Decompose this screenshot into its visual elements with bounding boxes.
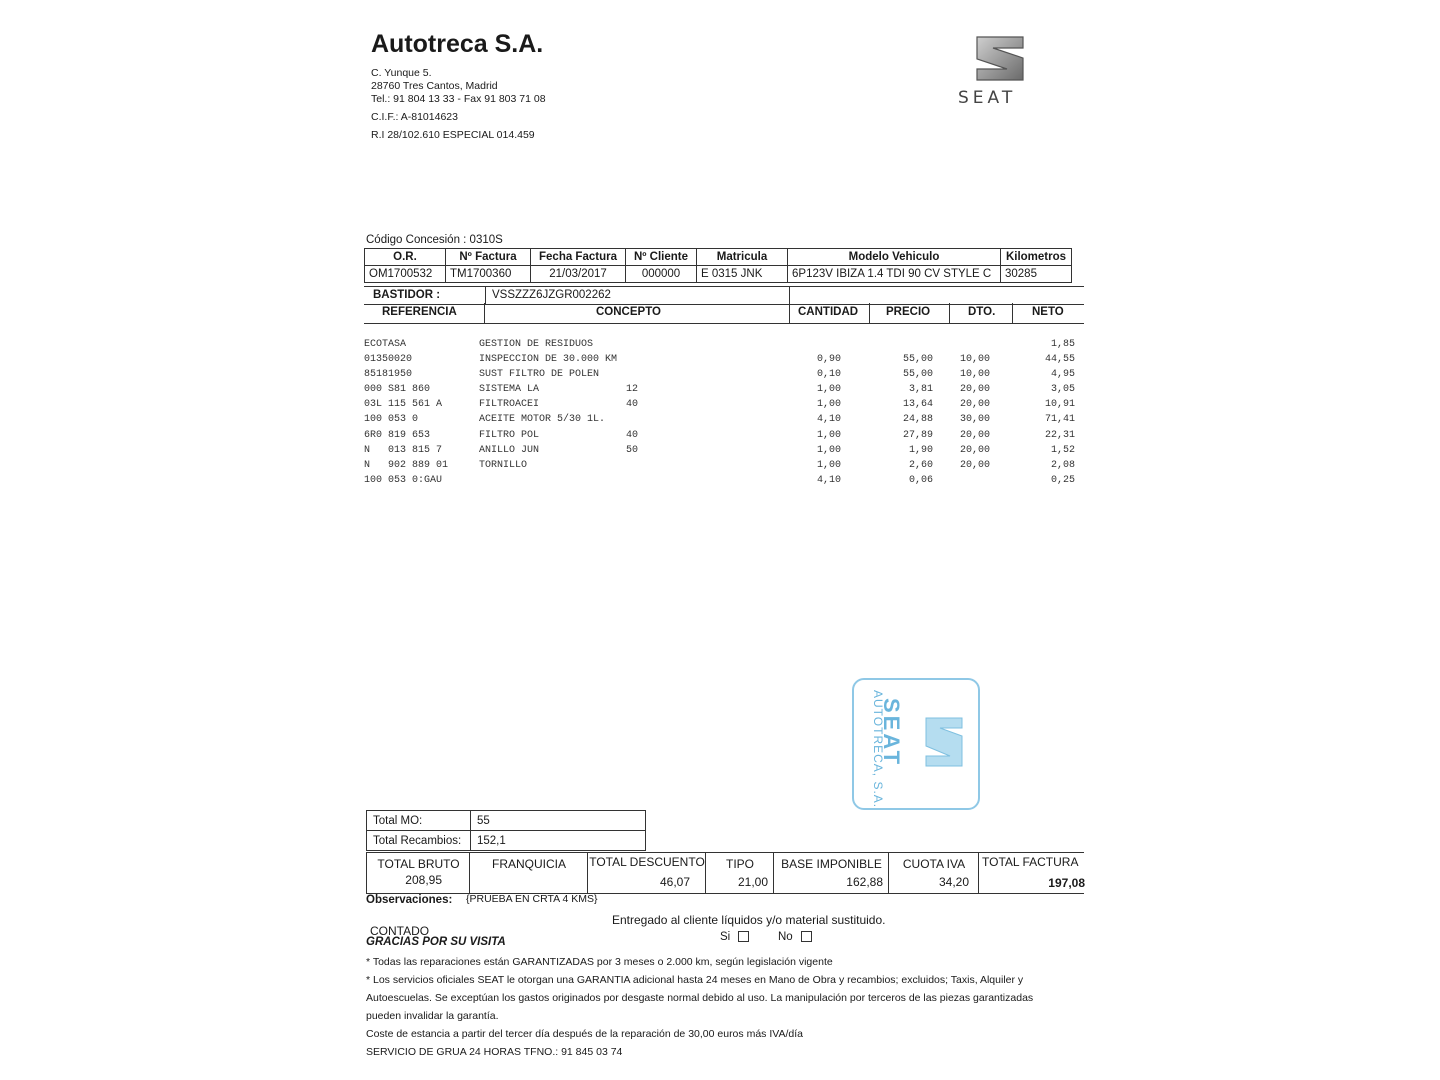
line-concepto: INSPECCION DE 30.000 KM — [479, 354, 618, 366]
line-ref: 000 S81 860 — [364, 384, 431, 396]
col-referencia: REFERENCIA — [382, 306, 457, 318]
header-label-cliente: Nº Cliente — [626, 249, 697, 266]
line-dto: 10,00 — [959, 354, 990, 366]
summary-tipo-value: 21,00 — [737, 875, 768, 889]
line-concepto: SUST FILTRO DE POLEN — [479, 369, 600, 381]
line-precio: 1,90 — [908, 444, 933, 456]
stamp-brand: SEAT — [879, 698, 904, 768]
footer-note-garantia-adicional: * Los servicios oficiales SEAT le otorgan una GARANTIA adicional hasta 24 meses en Mano de Obra y recambios; excluidos; Taxis, Alquiler y Autoescuelas. Se exceptúan los gastos originados por desgaste normal debido al uso. La manipulación por terceros de las piezas garantizadas pueden invalidar la garantía. — [366, 974, 1034, 1022]
summary-factura-value: 197,08 — [1048, 876, 1085, 890]
header-label-fecha: Fecha Factura — [531, 249, 626, 266]
total-recambios-row — [367, 831, 646, 851]
line-neto: 10,91 — [1044, 399, 1075, 411]
line-neto: 3,05 — [1050, 384, 1075, 396]
seat-logo-text: SEAT — [958, 88, 1017, 108]
line-item-row — [364, 460, 1084, 475]
header-value-kilometros: 30285 — [1001, 266, 1072, 283]
line-cantidad: 0,10 — [816, 369, 841, 381]
line-dto: 20,00 — [959, 384, 990, 396]
total-mo-value: 55 — [471, 811, 646, 831]
line-cantidad: 1,00 — [816, 444, 841, 456]
summary-factura — [978, 853, 1085, 893]
line-item-row — [364, 399, 1084, 414]
company-phone: Tel.: 91 804 13 33 - Fax 91 803 71 08 — [371, 93, 546, 105]
summary-base-value: 162,88 — [846, 875, 883, 889]
line-item-row — [364, 354, 1084, 369]
header-value-matricula: E 0315 JNK — [697, 266, 788, 283]
stamp-text: AUTOTRECA, S.A. — [871, 690, 885, 809]
line-concepto: SISTEMA LA — [479, 384, 540, 396]
line-dto: 20,00 — [959, 444, 990, 456]
header-value-modelo: 6P123V IBIZA 1.4 TDI 90 CV STYLE C — [788, 266, 1001, 283]
summary-descuento — [587, 853, 706, 893]
si-label: Si — [720, 931, 731, 943]
line-item-row — [364, 339, 1084, 354]
line-precio: 13,64 — [902, 399, 933, 411]
line-ref: ECOTASA — [364, 339, 407, 350]
summary-cuota — [888, 853, 979, 893]
total-recambios-value: 152,1 — [471, 831, 646, 851]
line-precio: 3,81 — [908, 384, 933, 396]
header-label-modelo: Modelo Vehiculo — [788, 249, 1001, 266]
header-label-kilometros: Kilometros — [1001, 249, 1072, 266]
line-concepto: ANILLO JUN — [479, 444, 540, 456]
total-mo-label: Total MO: — [367, 811, 471, 831]
line-cantidad: 0,90 — [816, 354, 841, 366]
line-cantidad: 1,00 — [816, 459, 841, 471]
summary-descuento-label: TOTAL DESCUENTO — [589, 855, 705, 869]
line-precio: 0,06 — [908, 474, 933, 486]
header-value-factura: TM1700360 — [446, 266, 531, 283]
company-name: Autotreca S.A. — [371, 30, 544, 58]
summary-base — [773, 853, 889, 893]
line-ref: N 013 815 7 — [364, 444, 443, 456]
line-concepto: ACEITE MOTOR 5/30 1L. — [479, 414, 606, 426]
summary-bruto-value: 208,95 — [405, 873, 442, 887]
observaciones-label: Observaciones: — [366, 894, 453, 906]
company-ri: R.I 28/102.610 ESPECIAL 014.459 — [371, 129, 535, 141]
bastidor-value: VSSZZZ6JZGR002262 — [492, 289, 611, 301]
line-cantidad: 1,00 — [816, 429, 841, 441]
line-extra: 40 — [626, 429, 639, 441]
line-neto: 0,25 — [1050, 474, 1075, 486]
line-precio: 55,00 — [902, 354, 933, 366]
footer-note-grua: SERVICIO DE GRUA 24 HORAS TFNO.: 91 845 03 74 — [366, 1046, 623, 1058]
seat-logo-icon — [955, 34, 1045, 86]
company-address-street: C. Yunque 5. — [371, 67, 432, 79]
observaciones-value: {PRUEBA EN CRTA 4 KMS} — [466, 893, 598, 905]
summary-box — [366, 852, 1084, 894]
header-value-fecha: 21/03/2017 — [531, 266, 626, 283]
stamp-seat-icon — [922, 716, 966, 768]
line-ref: 85181950 — [364, 369, 413, 381]
summary-descuento-value: 46,07 — [659, 875, 690, 889]
company-address-city: 28760 Tres Cantos, Madrid — [371, 80, 498, 92]
line-dto: 20,00 — [959, 429, 990, 441]
line-cantidad: 1,00 — [816, 399, 841, 411]
line-ref: 01350020 — [364, 354, 413, 366]
col-neto: NETO — [1032, 306, 1064, 318]
col-precio: PRECIO — [886, 306, 931, 318]
line-extra: 40 — [626, 399, 639, 411]
line-item-row — [364, 369, 1084, 384]
line-ref: N 902 889 01 — [364, 459, 449, 471]
summary-tipo — [705, 853, 774, 893]
col-concepto: CONCEPTO — [596, 306, 661, 318]
lines-column-header — [364, 303, 1084, 324]
summary-franquicia-label: FRANQUICIA — [491, 857, 566, 871]
line-ref: 100 053 0 — [364, 414, 419, 426]
total-mo-row — [367, 811, 646, 831]
invoice-header-table — [364, 248, 1072, 283]
line-dto: 30,00 — [959, 414, 990, 426]
line-ref: 03L 115 561 A — [364, 399, 443, 411]
summary-cuota-value: 34,20 — [938, 875, 969, 889]
line-cantidad: 4,10 — [816, 474, 841, 486]
line-item-row — [364, 445, 1084, 460]
line-neto: 71,41 — [1044, 414, 1075, 426]
line-item-row — [364, 414, 1084, 429]
line-concepto: GESTION DE RESIDUOS — [479, 339, 594, 350]
payment-method: CONTADO — [370, 924, 430, 938]
line-ref: 6R0 819 653 — [364, 429, 431, 441]
summary-franquicia — [469, 853, 588, 893]
header-label-factura: Nº Factura — [446, 249, 531, 266]
line-concepto: FILTROACEI — [479, 399, 540, 411]
no-label: No — [778, 931, 793, 943]
totals-table — [366, 810, 646, 851]
invoice-lines — [364, 339, 1084, 490]
summary-cuota-label: CUOTA IVA — [902, 857, 966, 871]
line-precio: 2,60 — [908, 459, 933, 471]
line-precio: 24,88 — [902, 414, 933, 426]
summary-tipo-label: TIPO — [725, 857, 754, 871]
line-precio: 55,00 — [902, 369, 933, 381]
summary-factura-label: TOTAL FACTURA — [982, 855, 1079, 869]
header-label-or: O.R. — [365, 249, 446, 266]
seat-logo — [955, 34, 1045, 109]
line-dto: 20,00 — [959, 399, 990, 411]
line-cantidad: 1,00 — [816, 384, 841, 396]
line-concepto: FILTRO POL — [479, 429, 540, 441]
summary-bruto-label: TOTAL BRUTO — [377, 857, 460, 871]
line-extra: 50 — [626, 444, 639, 456]
total-recambios-label: Total Recambios: — [367, 831, 471, 851]
bastidor-label: BASTIDOR : — [373, 289, 441, 301]
header-value-cliente: 000000 — [626, 266, 697, 283]
company-stamp — [852, 678, 980, 810]
line-dto: 10,00 — [959, 369, 990, 381]
line-neto: 1,52 — [1050, 444, 1075, 456]
summary-bruto — [366, 853, 470, 893]
line-item-row — [364, 475, 1084, 490]
line-cantidad: 4,10 — [816, 414, 841, 426]
header-value-or: OM1700532 — [365, 266, 446, 283]
line-precio: 27,89 — [902, 429, 933, 441]
col-dto: DTO. — [968, 306, 996, 318]
line-ref: 100 053 0:GAU — [364, 474, 443, 486]
line-neto: 44,55 — [1044, 354, 1075, 366]
no-option — [778, 931, 812, 943]
entregado-text: Entregado al cliente líquidos y/o material sustituido. — [612, 913, 886, 927]
footer-note-estancia: Coste de estancia a partir del tercer día después de la reparación de 30,00 euros más IVA/día — [366, 1028, 803, 1040]
header-label-matricula: Matricula — [697, 249, 788, 266]
company-cif: C.I.F.: A-81014623 — [371, 111, 458, 123]
si-checkbox[interactable] — [738, 931, 749, 942]
line-neto: 1,85 — [1050, 339, 1075, 350]
line-item-row — [364, 384, 1084, 399]
codigo-concesion: Código Concesión : 0310S — [366, 234, 503, 246]
header-values-row — [365, 266, 1072, 283]
header-labels-row — [365, 249, 1072, 266]
line-concepto: TORNILLO — [479, 459, 528, 471]
si-option — [720, 931, 749, 943]
line-item-row — [364, 430, 1084, 445]
footer-note-garantia: * Todas las reparaciones están GARANTIZADAS por 3 meses o 2.000 km, según legislación vigente — [366, 956, 833, 968]
line-neto: 22,31 — [1044, 429, 1075, 441]
no-checkbox[interactable] — [801, 931, 812, 942]
line-dto: 20,00 — [959, 459, 990, 471]
summary-base-label: BASE IMPONIBLE — [781, 857, 882, 871]
line-neto: 2,08 — [1050, 459, 1075, 471]
col-cantidad: CANTIDAD — [798, 306, 859, 318]
line-neto: 4,95 — [1050, 369, 1075, 381]
line-extra: 12 — [626, 384, 639, 396]
gracias-text: GRACIAS POR SU VISITA — [366, 936, 506, 948]
